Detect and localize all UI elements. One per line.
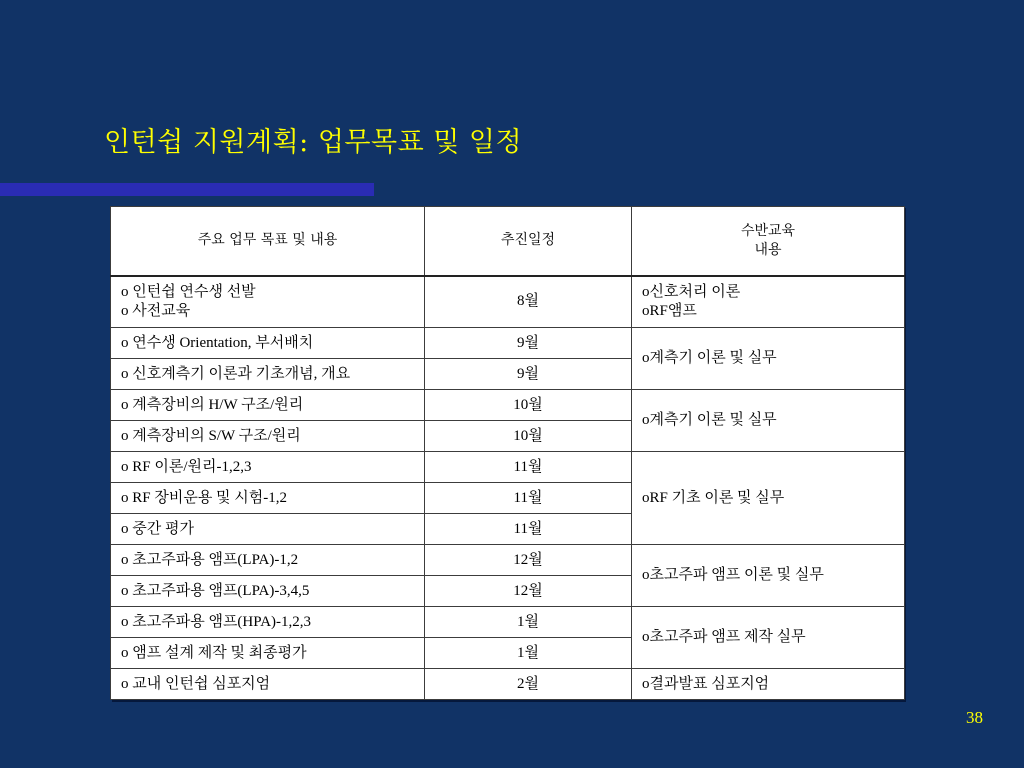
- schedule-table-container: [110, 206, 904, 700]
- table-header-row: [111, 207, 905, 276]
- table-row: [111, 669, 905, 700]
- slide-title: 인턴쉽 지원계획: 업무목표 및 일정: [104, 127, 523, 158]
- goal-cell: o RF 이론/원리-1,2,3: [111, 452, 425, 483]
- education-cell: o계측기 이론 및 실무: [632, 328, 905, 390]
- education-text: o신호처리 이론: [642, 283, 741, 300]
- title-underline-bar: [0, 183, 374, 196]
- schedule-cell: 11월: [425, 514, 632, 545]
- goal-cell: o 연수생 Orientation, 부서배치: [111, 328, 425, 359]
- table-row: [111, 328, 905, 359]
- goal-text: o 사전교육: [121, 302, 191, 319]
- education-cell: o초고주파 앰프 제작 실무: [632, 607, 905, 669]
- schedule-cell: 10월: [425, 390, 632, 421]
- goal-cell: o 초고주파용 앰프(LPA)-1,2: [111, 545, 425, 576]
- header-schedule: 추진일정: [425, 207, 632, 276]
- schedule-cell: 9월: [425, 359, 632, 390]
- goal-cell: o 중간 평가: [111, 514, 425, 545]
- goal-text: o 인턴쉽 연수생 선발: [121, 283, 256, 300]
- goal-cell: o RF 장비운용 및 시험-1,2: [111, 483, 425, 514]
- goal-cell: o 앰프 설계 제작 및 최종평가: [111, 638, 425, 669]
- goal-cell: o 계측장비의 H/W 구조/원리: [111, 390, 425, 421]
- schedule-cell: 9월: [425, 328, 632, 359]
- education-cell: [632, 276, 905, 328]
- table-row: [111, 276, 905, 328]
- schedule-cell: 8월: [425, 276, 632, 328]
- schedule-cell: 11월: [425, 452, 632, 483]
- goal-cell: o 교내 인턴쉽 심포지엄: [111, 669, 425, 700]
- goal-cell: o 계측장비의 S/W 구조/원리: [111, 421, 425, 452]
- schedule-cell: 2월: [425, 669, 632, 700]
- schedule-cell: 12월: [425, 545, 632, 576]
- schedule-cell: 1월: [425, 607, 632, 638]
- schedule-cell: 10월: [425, 421, 632, 452]
- goal-cell: o 초고주파용 앰프(HPA)-1,2,3: [111, 607, 425, 638]
- table-row: [111, 452, 905, 483]
- education-cell: oRF 기초 이론 및 실무: [632, 452, 905, 545]
- schedule-cell: 1월: [425, 638, 632, 669]
- header-goal: 주요 업무 목표 및 내용: [111, 207, 425, 276]
- header-education: [632, 207, 905, 276]
- schedule-table: [110, 206, 905, 700]
- education-cell: o초고주파 앰프 이론 및 실무: [632, 545, 905, 607]
- table-row: [111, 390, 905, 421]
- goal-cell: [111, 276, 425, 328]
- education-cell: o계측기 이론 및 실무: [632, 390, 905, 452]
- goal-cell: o 초고주파용 앰프(LPA)-3,4,5: [111, 576, 425, 607]
- education-cell: o결과발표 심포지엄: [632, 669, 905, 700]
- header-education-line1: 수반교육: [740, 222, 796, 239]
- page-number: 38: [966, 708, 983, 727]
- table-row: [111, 545, 905, 576]
- schedule-cell: 12월: [425, 576, 632, 607]
- education-text: oRF앰프: [642, 302, 697, 319]
- goal-cell: o 신호계측기 이론과 기초개념, 개요: [111, 359, 425, 390]
- schedule-cell: 11월: [425, 483, 632, 514]
- table-row: [111, 607, 905, 638]
- header-education-line2: 내용: [754, 241, 782, 258]
